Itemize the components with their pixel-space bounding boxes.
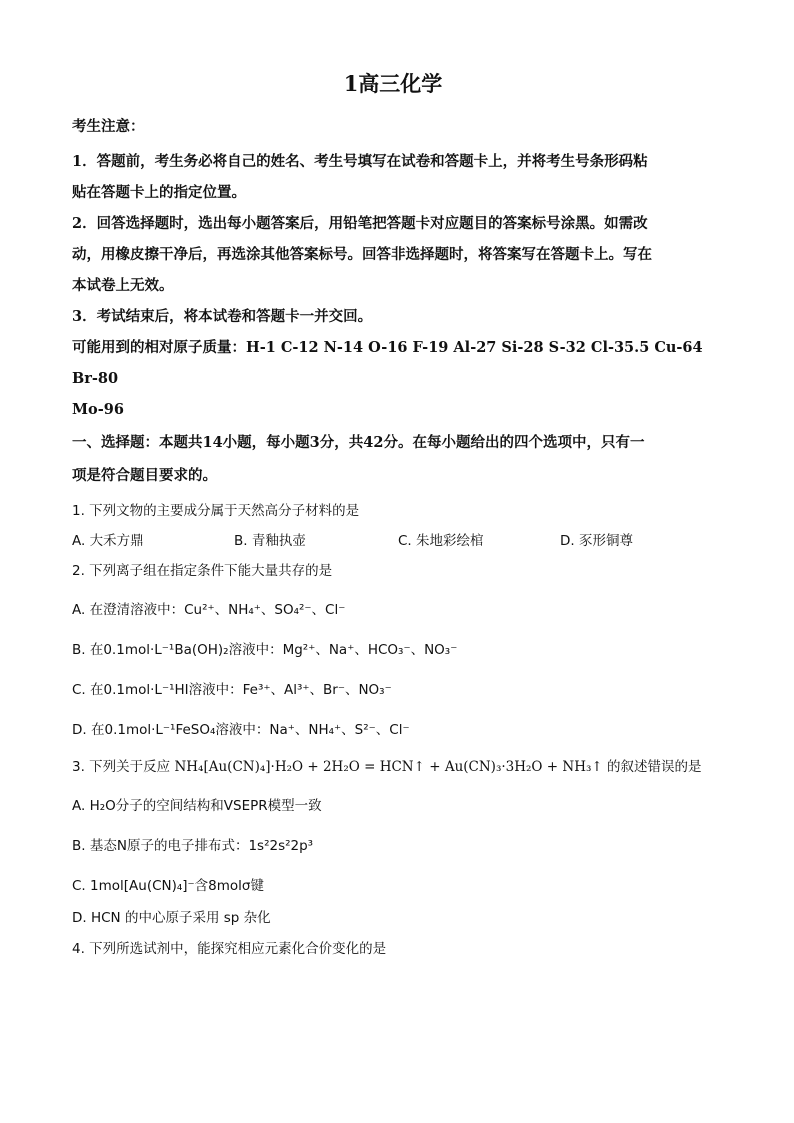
page-title: 1高三化学: [343, 71, 443, 96]
question-2-option-d: D. 在0.1mol·L⁻¹FeSO₄溶液中：Na⁺、NH₄⁺、S²⁻、Cl⁻: [72, 722, 410, 738]
question-3-option-b: B. 基态N原子的电子排布式：1s²2s²2p³: [72, 838, 314, 854]
question-3-option-c: C. 1mol[Au(CN)₄]⁻含8molσ键: [72, 878, 264, 894]
atomic-masses-line-2: Mo-96: [72, 401, 124, 418]
question-1-option-b: B. 青釉执壶: [234, 533, 306, 549]
notice-item-1-line-2: 贴在答题卡上的指定位置。: [72, 184, 246, 201]
section-heading-line-2: 项是符合题目要求的。: [72, 467, 217, 484]
notice-item-1-line-1: 1．答题前，考生务必将自己的姓名、考生号填写在试卷和答题卡上，并将考生号条形码粘: [72, 153, 648, 170]
question-3: [72, 757, 714, 929]
question-4: [72, 939, 714, 959]
question-3-stem-suffix: 的叙述错误的是: [607, 759, 702, 775]
question-2-stem: 2. 下列离子组在指定条件下能大量共存的是: [72, 563, 333, 579]
question-3-option-d: D. HCN 的中心原子采用 sp 杂化: [72, 910, 271, 926]
question-3-option-a: A. H₂O分子的空间结构和VSEPR模型一致: [72, 798, 322, 814]
question-1-option-d: D. 豕形铜尊: [560, 533, 633, 549]
notice-item-2-line-2: 动，用橡皮擦干净后，再选涂其他答案标号。回答非选择题时，将答案写在答题卡上。写在: [72, 246, 652, 263]
question-3-equation: NH₄[Au(CN)₄]·H₂O + 2H₂O = HCN↑ + Au(CN)₃·3H₂O + NH₃↑: [174, 759, 603, 775]
section-heading: [72, 427, 714, 491]
notice-item-2-line-3: 本试卷上无效。: [72, 277, 174, 294]
question-3-stem: [72, 757, 714, 777]
question-3-stem-prefix: 3. 下列关于反应: [72, 759, 171, 775]
question-1-stem: 1. 下列文物的主要成分属于天然高分子材料的是: [72, 503, 360, 519]
notice-item-3: 3．考试结束后，将本试卷和答题卡一并交回。: [72, 308, 373, 325]
question-2-option-c: C. 在0.1mol·L⁻¹HI溶液中：Fe³⁺、Al³⁺、Br⁻、NO₃⁻: [72, 682, 392, 698]
question-2: [72, 561, 714, 741]
question-1-option-a: A. 大禾方鼎: [72, 533, 144, 549]
question-1-options: [72, 531, 714, 551]
section-heading-line-1: 一、选择题：本题共14小题，每小题3分，共42分。在每小题给出的四个选项中，只有一: [72, 434, 645, 451]
question-2-option-b: B. 在0.1mol·L⁻¹Ba(OH)₂溶液中：Mg²⁺、Na⁺、HCO₃⁻、NO₃⁻: [72, 642, 458, 658]
notice-block: [72, 116, 714, 332]
question-4-stem: 4. 下列所选试剂中，能探究相应元素化合价变化的是: [72, 941, 387, 957]
notice-item-2-line-1: 2．回答选择题时，选出每小题答案后，用铅笔把答题卡对应题目的答案标号涂黑。如需改: [72, 215, 648, 232]
atomic-masses-line-1: 可能用到的相对原子质量：H-1 C-12 N-14 O-16 F-19 Al-27 Si-28 S-32 Cl-35.5 Cu-64 Br-80: [72, 339, 703, 387]
atomic-masses: [72, 332, 714, 425]
notice-heading: 考生注意：: [72, 118, 145, 135]
question-2-option-a: A. 在澄清溶液中：Cu²⁺、NH₄⁺、SO₄²⁻、Cl⁻: [72, 602, 346, 618]
question-1: [72, 501, 714, 551]
question-1-option-c: C. 朱地彩绘棺: [398, 533, 484, 549]
